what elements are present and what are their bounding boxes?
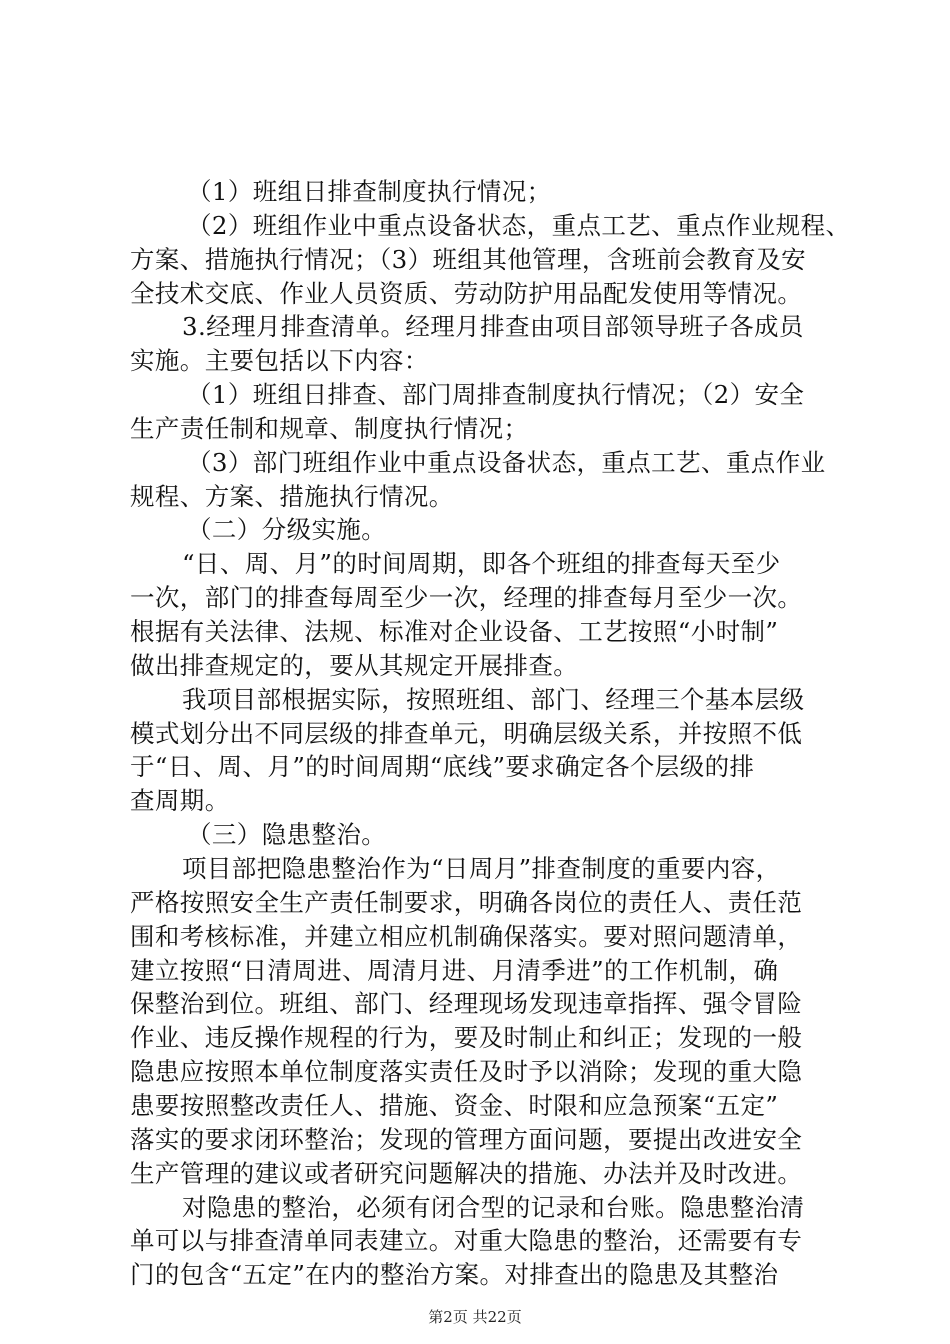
text-line: （1）班组日排查制度执行情况； xyxy=(187,177,552,206)
text-line: 对隐患的整治，必须有闭合型的记录和台账。隐患整治清 xyxy=(182,1193,805,1222)
text-line: 单可以与排查清单同表建立。对重大隐患的整治，还需要有专 xyxy=(130,1226,803,1255)
text-line: 患要按照整改责任人、措施、资金、时限和应急预案“五定” xyxy=(130,1091,779,1120)
text-line: 模式划分出不同层级的排查单元，明确层级关系，并按照不低 xyxy=(130,719,803,748)
text-line: 生产责任制和规章、制度执行情况； xyxy=(130,414,529,443)
page-footer: 第2页 共22页 xyxy=(428,1308,522,1326)
text-line: 我项目部根据实际，按照班组、部门、经理三个基本层级 xyxy=(182,685,805,714)
text-line: 落实的要求闭环整治；发现的管理方面问题，要提出改进安全 xyxy=(130,1125,803,1154)
text-line: （3）部门班组作业中重点设备状态，重点工艺、重点作业 xyxy=(187,448,826,477)
text-line: 方案、措施执行情况；（3）班组其他管理，含班前会教育及安 xyxy=(130,245,807,274)
text-line: 3.经理月排查清单。经理月排查由项目部领导班子各成员 xyxy=(182,312,804,341)
text-line: （1）班组日排查、部门周排查制度执行情况；（2）安全 xyxy=(187,380,805,409)
text-line: 一次，部门的排查每周至少一次，经理的排查每月至少一次。 xyxy=(130,583,803,612)
section-heading: （三）隐患整治。 xyxy=(187,820,387,849)
text-line: 于“日、周、月”的时间周期“底线”要求确定各个层级的排 xyxy=(130,752,755,781)
text-line: 做出排查规定的，要从其规定开展排查。 xyxy=(130,651,579,680)
text-line: 建立按照“日清周进、周清月进、月清季进”的工作机制，确 xyxy=(130,956,779,985)
section-heading: （二）分级实施。 xyxy=(187,515,387,544)
text-line: （2）班组作业中重点设备状态，重点工艺、重点作业规程、 xyxy=(187,211,851,240)
text-line: 生产管理的建议或者研究问题解决的措施、办法并及时改进。 xyxy=(130,1159,803,1188)
text-line: 全技术交底、作业人员资质、劳动防护用品配发使用等情况。 xyxy=(130,279,803,308)
text-line: “日、周、月”的时间周期，即各个班组的排查每天至少 xyxy=(182,549,781,578)
text-line: 严格按照安全生产责任制要求，明确各岗位的责任人、责任范 xyxy=(130,888,803,917)
text-line: 门的包含“五定”在内的整治方案。对排查出的隐患及其整治 xyxy=(130,1260,779,1289)
text-line: 围和考核标准，并建立相应机制确保落实。要对照问题清单， xyxy=(130,922,803,951)
text-line: 规程、方案、措施执行情况。 xyxy=(130,482,454,511)
text-line: 根据有关法律、法规、标准对企业设备、工艺按照“小时制” xyxy=(130,617,779,646)
text-line: 隐患应按照本单位制度落实责任及时予以消除；发现的重大隐 xyxy=(130,1057,803,1086)
text-line: 实施。主要包括以下内容： xyxy=(130,346,429,375)
text-line: 查周期。 xyxy=(130,786,230,815)
text-line: 作业、违反操作规程的行为，要及时制止和纠正；发现的一般 xyxy=(130,1023,803,1052)
text-line: 保整治到位。班组、部门、经理现场发现违章指挥、强令冒险 xyxy=(130,989,803,1018)
text-line: 项目部把隐患整治作为“日周月”排查制度的重要内容， xyxy=(182,854,781,883)
